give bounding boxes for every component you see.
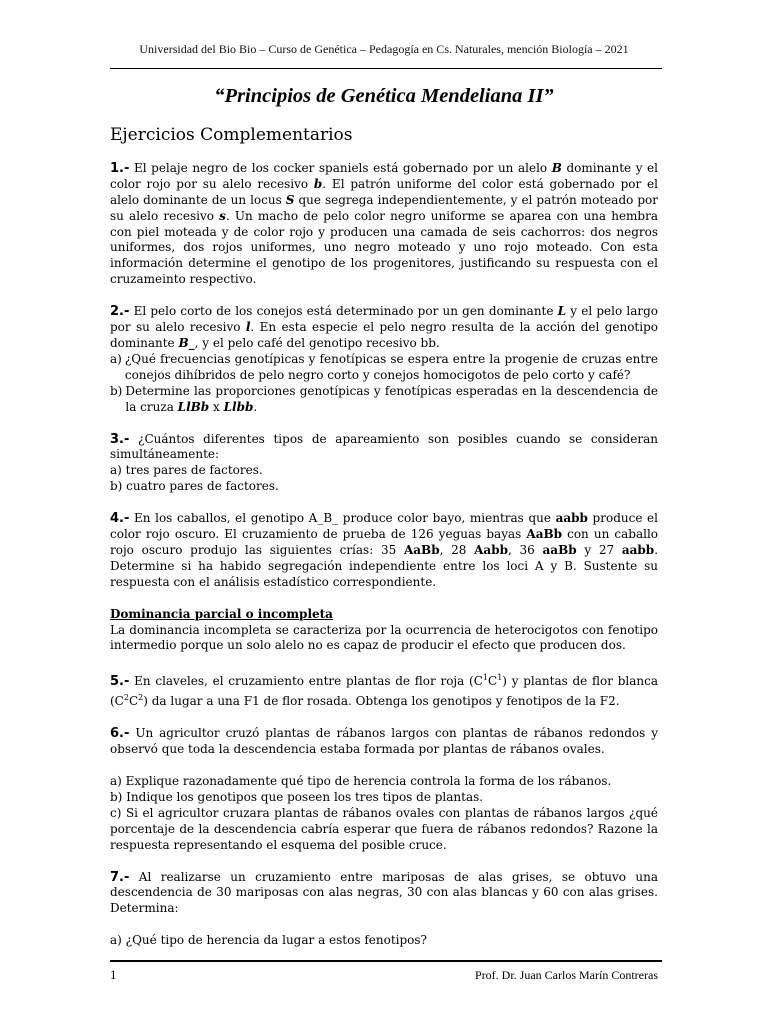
exercise-1-text: 1.- El pelaje negro de los cocker spaniels está gobernado por un alelo B dominante y el color rojo por su alelo recesivo b. El patrón uniforme del color está gobernado por el alelo dominante de un locus S que segrega independientemente, y el patrón moteado por su alelo recesivo s. Un macho de pelo color negro uniforme se aparea con una hembra con piel moteada y de color rojo y producen una camada de seis cachorros: dos negros uniformes, dos rojos uniformes, uno negro moteado y uno rojo moteado. Con esta información determine el genotipo de los progenitores, justificando su respuesta con el cruzameinto respectivo. [110, 160, 658, 287]
exercise-4-text: 4.- En los caballos, el genotipo A_B_ produce color bayo, mientras que aabb produce el color rojo oscuro. El cruzamiento de prueba de 126 yeguas bayas AaBb con un caballo rojo oscuro produjo las siguientes crías: 35 AaBb, 28 Aabb, 36 aaBb y 27 aabb. Determine si ha habido segregación independiente entre los loci A y B. Sustente su respuesta con el análisis estadístico correspondiente. [110, 511, 659, 589]
exercise-2-option-b: b) Determine las proporciones genotípicas y fenotípicas esperadas en la descendencia de la cruza LlBb x Llbb. [110, 383, 658, 414]
header-rule [110, 68, 662, 69]
exercise-7 [110, 870, 658, 950]
exercise-1 [110, 161, 658, 288]
page-number: 1 [110, 967, 117, 982]
exercise-2-text: 2.- El pelo corto de los conejos está determinado por un gen dominante L y el pelo largo por su alelo recesivo l. En esta especie el pelo negro resulta de la acción del genotipo dominante B_, y el pelo café del genotipo recesivo bb. [110, 304, 658, 350]
exercise-2 [110, 304, 658, 415]
exercise-6-text: 6.- Un agricultor cruzó plantas de rábanos largos con plantas de rábanos redondos y observó que toda la descendencia estaba formada por plantas de rábanos ovales. [110, 726, 658, 757]
exercise-6-option-a: a) Explique razonadamente qué tipo de herencia controla la forma de los rábanos. [110, 774, 612, 788]
exercise-number: 7.- [110, 869, 130, 885]
exercise-7-option-a: a) ¿Qué tipo de herencia da lugar a estos fenotipos? [110, 933, 427, 948]
exercise-3-option-a: a) tres pares de factores. [110, 463, 263, 478]
exercise-number: 5.- [110, 674, 130, 690]
exercise-6-option-b: b) Indique los genotipos que poseen los tres tipos de plantas. [110, 789, 484, 804]
document-body [110, 120, 658, 965]
dominance-heading: Dominancia parcial o incompleta [110, 606, 333, 621]
page-header: Universidad del Bio Bio – Curso de Genética – Pedagogía en Cs. Naturales, mención Biología – 2021 [139, 42, 629, 56]
dominance-section [110, 607, 658, 655]
exercise-4 [110, 511, 658, 591]
exercise-3 [110, 432, 658, 496]
exercise-2-option-a: a) ¿Qué frecuencias genotípicas y fenotípicas se espera entre la progenie de cruzas entre conejos dihíbridos de pelo negro corto y conejos homocigotos de pelo corto y café? [110, 351, 658, 382]
exercise-number: 4.- [110, 511, 130, 527]
exercise-6 [110, 726, 658, 853]
footer-rule [110, 960, 662, 962]
exercise-number: 3.- [110, 431, 130, 447]
exercise-number: 1.- [110, 160, 130, 176]
exercise-number: 2.- [110, 304, 130, 320]
dominance-text: La dominancia incompleta se caracteriza por la ocurrencia de heterocigotos con fenotipo intermedio porque un solo alelo no es capaz de producir el efecto que producen dos. [110, 622, 658, 653]
exercise-5-text: 5.- En claveles, el cruzamiento entre plantas de flor roja $(C^1C^1)$ y plantas de flor blanca $(C^2C^2)$ da lugar a una F1 de flor rosada. Obtenga los genotipos y fenotipos de la F2. [110, 673, 658, 709]
exercise-7-text: 7.- Al realizarse un cruzamiento entre mariposas de alas grises, se obtuvo una descendencia de 30 mariposas con alas negras, 30 con alas blancas y 60 con alas grises. Determina: [110, 869, 658, 916]
section-heading: Ejercicios Complementarios [110, 125, 353, 145]
exercise-number: 6.- [110, 726, 130, 742]
footer-author: Prof. Dr. Juan Carlos Marín Contreras [475, 968, 658, 982]
exercise-3-option-b: b) cuatro pares de factores. [110, 479, 279, 494]
exercise-5 [110, 670, 658, 710]
document-title: “Principios de Genética Mendeliana II” [214, 85, 554, 107]
exercise-6-option-c: c) Si el agricultor cruzara plantas de rábanos ovales con plantas de rábanos largos ¿qué porcentaje de la descendencia cabría esperar que fuera de rábanos redondos? Razone la respuesta representando el esquema del posible cruce. [110, 805, 658, 852]
exercise-3-text: 3.- ¿Cuántos diferentes tipos de apareamiento son posibles cuando se consideran simultáneamente: [110, 431, 658, 462]
